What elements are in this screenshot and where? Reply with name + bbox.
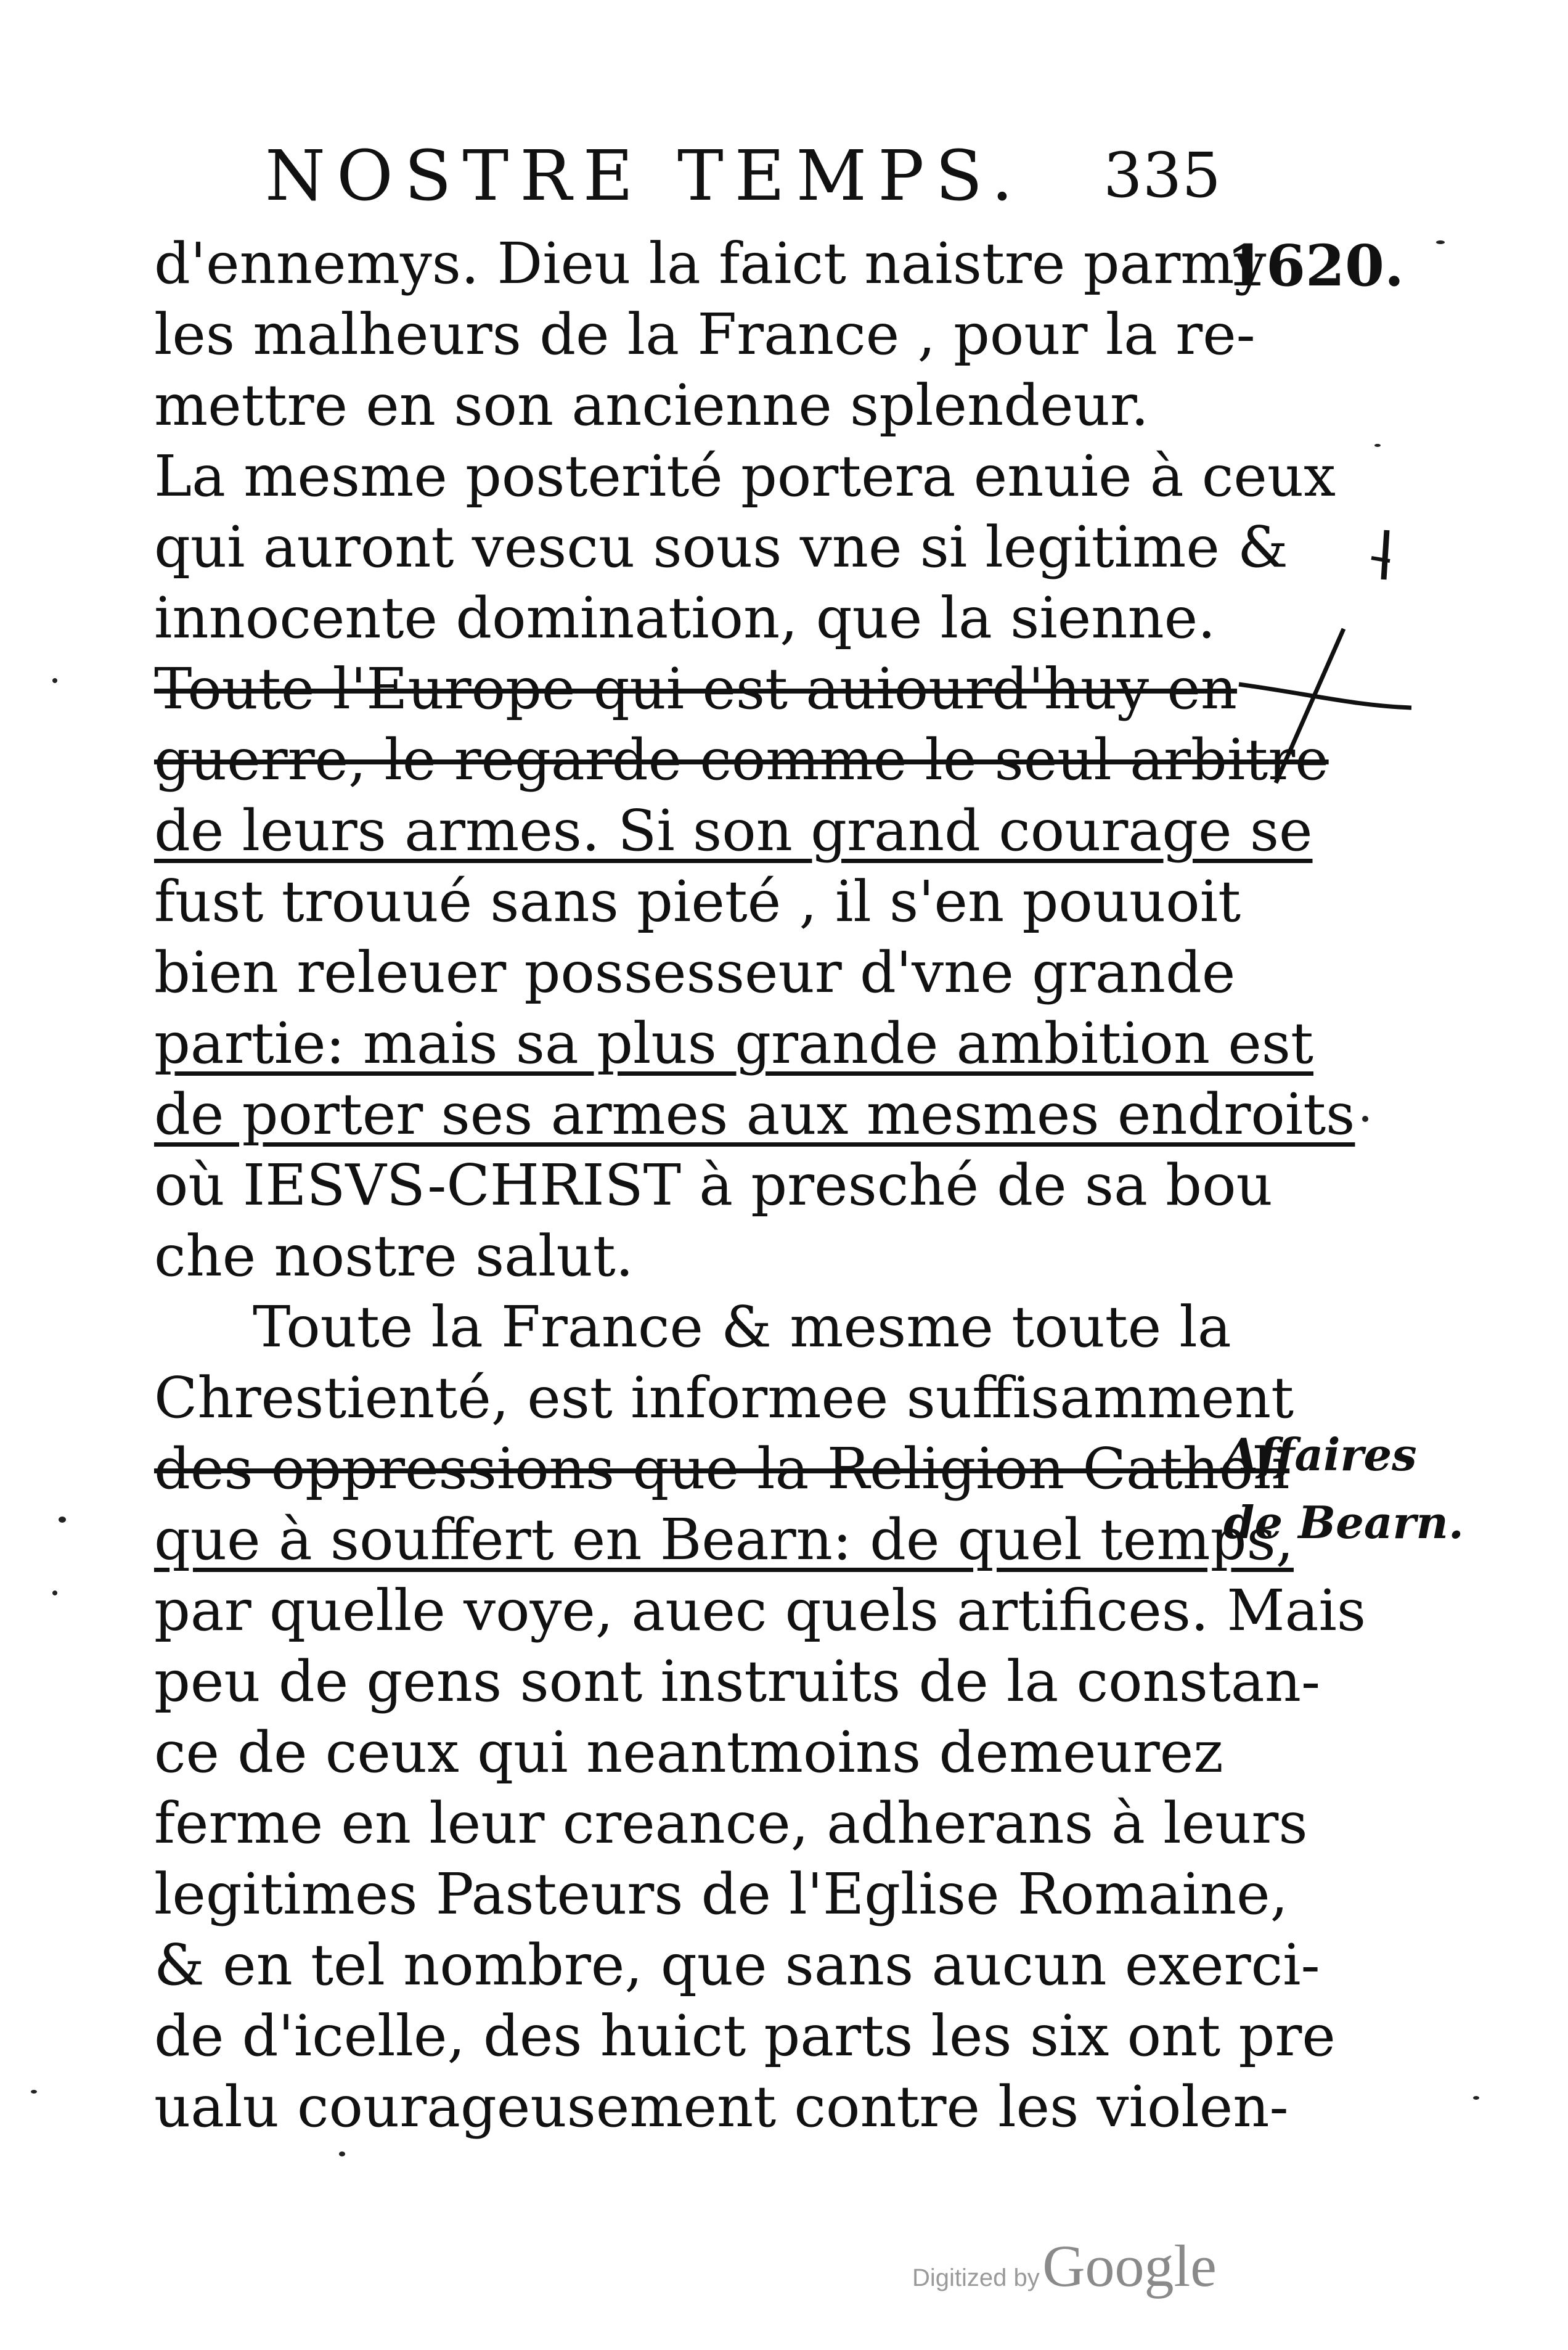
pen-stroke <box>1239 684 1411 708</box>
text-line-struck: Toute l'Europe qui est auiourd'huy en <box>154 656 1238 722</box>
text-line: qui auront vescu sous vne si legitime & <box>154 514 1288 580</box>
page-speck <box>1473 2096 1479 2100</box>
page-speck <box>59 1517 66 1523</box>
text-line: innocente domination, que la sienne. <box>154 585 1216 651</box>
page-number: 335 <box>1103 139 1221 211</box>
text-line: bien releuer possesseur d'vne grande <box>154 940 1236 1005</box>
text-line: ferme en leur creance, adherans à leurs <box>154 1790 1308 1856</box>
page-speck <box>339 2151 345 2156</box>
text-line: où IESVS-CHRIST à presché de sa bou <box>154 1152 1273 1218</box>
margin-note-line: Affaires <box>1223 1428 1417 1481</box>
watermark-prefix: Digitized by <box>912 2264 1040 2291</box>
text-line: peu de gens sont instruits de la constan- <box>154 1648 1321 1714</box>
pen-stroke <box>1384 530 1387 579</box>
text-line: Toute la France & mesme toute la <box>253 1294 1231 1360</box>
text-line: La mesme posterité portera enuie à ceux <box>154 443 1336 509</box>
page-speck <box>52 1591 57 1595</box>
text-line: d'ennemys. Dieu la faict naistre parmy <box>154 231 1267 297</box>
text-line: mettre en son ancienne splendeur. <box>154 372 1149 438</box>
text-line: che nostre salut. <box>154 1223 634 1289</box>
page-speck <box>52 678 57 683</box>
text-line: fust trouué sans pieté , il s'en pouuoit <box>154 869 1241 935</box>
running-header-title: NOSTRE TEMPS. <box>265 136 1024 216</box>
watermark-brand: Google <box>1042 2233 1217 2299</box>
text-line: de d'icelle, des huict parts les six ont pre <box>154 2003 1336 2069</box>
page-speck <box>1374 444 1381 447</box>
page-speck <box>1362 1116 1368 1122</box>
text-line: ce de ceux qui neantmoins demeurez <box>154 1719 1223 1785</box>
text-line: legitimes Pasteurs de l'Eglise Romaine, <box>154 1861 1288 1927</box>
pen-stroke <box>1371 558 1390 561</box>
text-line: & en tel nombre, que sans aucun exerci- <box>154 1932 1320 1998</box>
text-line: les malheurs de la France , pour la re- <box>154 301 1256 367</box>
text-line-struck: des oppressions que la Religion Catholi <box>154 1436 1290 1502</box>
text-line: Chrestienté, est informee suffisamment <box>154 1365 1294 1431</box>
margin-note-line: de Bearn. <box>1223 1496 1464 1549</box>
digitization-watermark <box>912 2232 1217 2300</box>
text-line-underlined: de leurs armes. Si son grand courage se <box>154 798 1313 864</box>
text-line-underlined: de porter ses armes aux mesmes endroits <box>154 1081 1355 1147</box>
text-line-underlined: partie: mais sa plus grande ambition est <box>154 1010 1313 1076</box>
text-line-underlined: que à souffert en Bearn: de quel temps, <box>154 1507 1294 1573</box>
text-line-struck: guerre, le regarde comme le seul arbitre <box>154 727 1329 793</box>
page-speck <box>1436 240 1445 244</box>
text-line: par quelle voye, auec quels artifices. Mais <box>154 1578 1366 1644</box>
margin-note <box>1223 1421 1464 1557</box>
text-line: ualu courageusement contre les violen- <box>154 2074 1289 2140</box>
page-speck <box>31 2090 37 2094</box>
margin-year: 1620. <box>1227 232 1405 299</box>
